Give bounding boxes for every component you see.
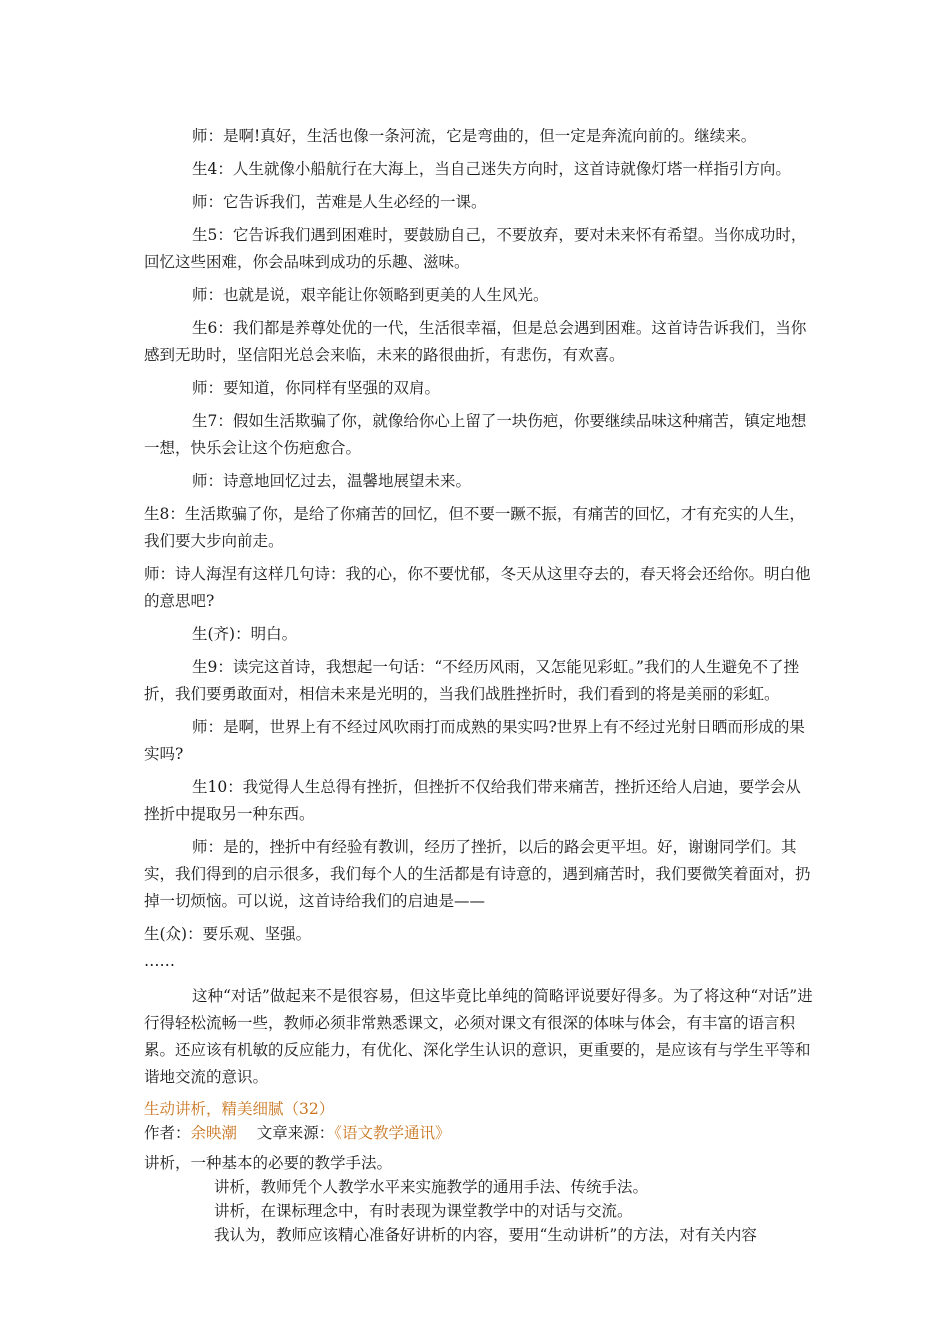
definition-item: 讲析，在课标理念中，有时表现为课堂教学中的对话与交流。 [214,1202,633,1220]
author-name: 余映潮 [190,1124,238,1142]
definition-line: 讲析，一种基本的必要的教学手法。 [144,1154,393,1172]
definition-item: 我认为，教师应该精心准备好讲析的内容，要用“生动讲析”的方法，对有关内容 [214,1226,757,1244]
dialogue-teacher-1: 师：是啊!真好，生活也像一条河流，它是弯曲的，但一定是奔流向前的。继续来。 [192,127,757,145]
dialogue-student-4: 生4：人生就像小船航行在大海上，当自己迷失方向时，这首诗就像灯塔一样指引方向。 [192,160,791,178]
dialogue-teacher-4: 师：要知道，你同样有坚强的双肩。 [192,379,441,397]
author-label: 作者： [144,1124,191,1142]
ellipsis: …… [144,952,175,970]
dialogue-teacher-7: 师：是啊，世界上有不经过风吹雨打而成熟的果实吗?世界上有不经过光射日晒而形成的果实吗? [144,718,805,763]
commentary-paragraph: 这种“对话”做起来不是很容易，但这毕竟比单纯的简略评说要好得多。为了将这种“对话”进行得轻松流畅一些，教师必须非常熟悉课文，必须对课文有很深的体味与体会，有丰富的语言积累。还应该有机敏的反应能力，有优化、深化学生认识的意识，更重要的，是应该有与学生平等和谐地交流的意识。 [144,987,813,1086]
dialogue-students-all: 生(众)：要乐观、坚强。 [144,925,312,943]
dialogue-student-7: 生7：假如生活欺骗了你，就像给你心上留了一块伤疤，你要继续品味这种痛苦，镇定地想一想，快乐会让这个伤疤愈合。 [144,412,807,457]
dialogue-teacher-2: 师：它告诉我们，苦难是人生必经的一课。 [192,193,487,211]
dialogue-teacher-3: 师：也就是说，艰辛能让你领略到更美的人生风光。 [192,286,549,304]
dialogue-student-8: 生8：生活欺骗了你，是给了你痛苦的回忆，但不要一蹶不振，有痛苦的回忆，才有充实的人生，我们要大步向前走。 [144,505,805,550]
dialogue-student-6: 生6：我们都是养尊处优的一代，生活很幸福，但是总会遇到困难。这首诗告诉我们，当你感到无助时，坚信阳光总会来临，未来的路很曲折，有悲伤，有欢喜。 [144,319,807,364]
dialogue-teacher-5: 师：诗意地回忆过去，温馨地展望未来。 [192,472,472,490]
dialogue-teacher-6: 师：诗人海涅有这样几句诗：我的心，你不要忧郁，冬天从这里夺去的，春天将会还给你。明白他的意思吧? [144,565,811,610]
source-label: 文章来源： [256,1124,335,1142]
definition-item: 讲析，教师凭个人教学水平来实施教学的通用手法、传统手法。 [214,1178,649,1196]
dialogue-student-5: 生5：它告诉我们遇到困难时，要鼓励自己，不要放弃，要对未来怀有希望。当你成功时，回忆这些困难，你会品味到成功的乐趣、滋味。 [144,226,807,271]
article-meta [144,1121,815,1145]
dialogue-teacher-8: 师：是的，挫折中有经验有教训，经历了挫折，以后的路会更平坦。好，谢谢同学们。其实，我们得到的启示很多，我们每个人的生活都是有诗意的，遇到痛苦时，我们要微笑着面对，扔掉一切烦恼。可以说，这首诗给我们的启迪是—— [144,838,811,910]
dialogue-student-10: 生10：我觉得人生总得有挫折，但挫折不仅给我们带来痛苦，挫折还给人启迪，要学会从挫折中提取另一种东西。 [144,778,801,823]
dialogue-students-chorus: 生(齐)：明白。 [192,625,298,643]
dialogue-student-9: 生9：读完这首诗，我想起一句话：“不经历风雨，又怎能见彩虹。”我们的人生避免不了挫折，我们要勇敢面对，相信未来是光明的，当我们战胜挫折时，我们看到的将是美丽的彩虹。 [144,658,799,703]
source-name: 《语文教学通讯》 [334,1124,451,1142]
article-title: 生动讲析，精美细腻（32） [144,1100,335,1118]
